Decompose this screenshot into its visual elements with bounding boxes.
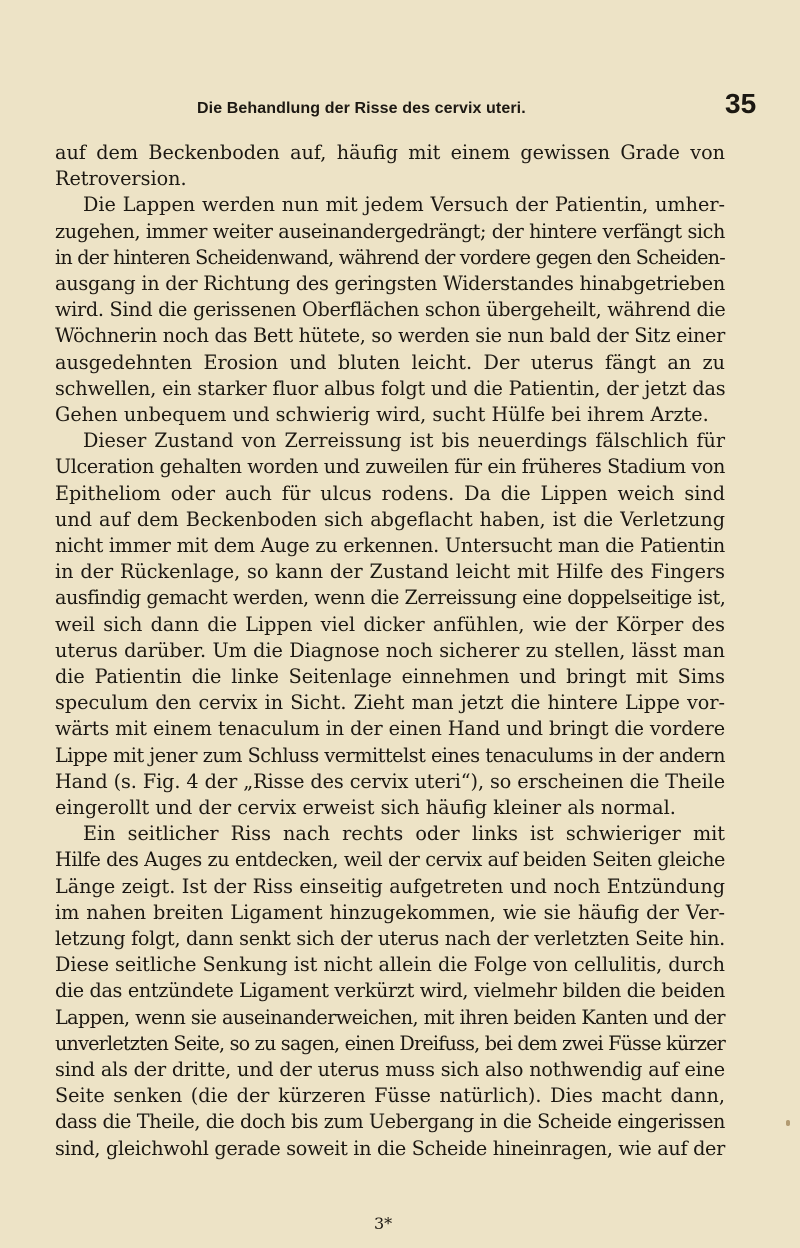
text-line: wird. Sind die gerissenen Oberflächen schon übergeheilt, während die — [55, 298, 726, 322]
text-line: zugehen, immer weiter auseinandergedrängt; der hintere verfängt sich — [55, 219, 725, 243]
text-line: dass die Theile, die doch bis zum Uebergang in die Scheide eingerissen — [55, 1110, 725, 1134]
text-line: uterus darüber. Um die Diagnose noch sicherer zu stellen, lässt man — [55, 638, 725, 662]
running-title: Die Behandlung der Risse des cervix uteri. — [197, 100, 526, 117]
paper-stain — [786, 1120, 790, 1126]
text-line: Ulceration gehalten worden und zuweilen für ein früheres Stadium von — [55, 455, 726, 479]
text-line: Retroversion. — [55, 167, 187, 191]
text-line: Wöchnerin noch das Bett hütete, so werden sie nun bald der Sitz einer — [55, 324, 725, 348]
running-head — [0, 88, 800, 128]
text-line: sind, gleichwohl gerade soweit in die Scheide hineinragen, wie auf der — [55, 1136, 725, 1160]
text-line: Diese seitliche Senkung ist nicht allein die Folge von cellulitis, durch — [55, 953, 725, 977]
text-line: im nahen breiten Ligament hinzugekommen, wie sie häufig der Ver- — [55, 900, 725, 924]
text-line: letzung folgt, dann senkt sich der uterus nach der verletzten Seite hin. — [55, 927, 725, 950]
text-line: Hilfe des Auges zu entdecken, weil der cervix auf beiden Seiten gleiche — [55, 848, 725, 872]
text-line: auf dem Beckenboden auf, häufig mit einem gewissen Grade von — [55, 141, 725, 164]
text-line: Seite senken (die der kürzeren Füsse natürlich). Dies macht dann, — [55, 1084, 725, 1108]
text-line: sind als der dritte, und der uterus muss sich also nothwendig auf eine — [55, 1058, 725, 1081]
text-line: Hand (s. Fig. 4 der „Risse des cervix uteri“), so erscheinen die Theile — [55, 769, 725, 793]
text-line: weil sich dann die Lippen viel dicker anfühlen, wie der Körper des — [55, 612, 725, 636]
page-number: 35 — [725, 88, 757, 119]
text-line: Epitheliom oder auch für ulcus rodens. Da die Lippen weich sind — [55, 481, 725, 505]
text-line: eingerollt und der cervix erweist sich häufig kleiner als normal. — [55, 796, 676, 819]
text-line: ausfindig gemacht werden, wenn die Zerreissung eine doppelseitige ist, — [55, 586, 726, 610]
text-line: Dieser Zustand von Zerreissung ist bis neuerdings fälschlich für — [83, 429, 725, 453]
text-line: schwellen, ein starker fluor albus folgt und die Patientin, der jetzt das — [55, 376, 726, 400]
text-line: Lappen, wenn sie auseinanderweichen, mit ihren beiden Kanten und der — [55, 1005, 725, 1029]
text-line: ausgang in der Richtung des geringsten Widerstandes hinabgetrieben — [55, 272, 725, 295]
text-line: die Patientin die linke Seitenlage einnehmen und bringt mit Sims — [55, 665, 725, 688]
text-line: unverletzten Seite, so zu sagen, einen Dreifuss, bei dem zwei Füsse kürzer — [55, 1031, 725, 1055]
text-line: Ein seitlicher Riss nach rechts oder links ist schwieriger mit — [83, 822, 725, 846]
text-line: in der Rückenlage, so kann der Zustand leicht mit Hilfe des Fingers — [55, 560, 725, 584]
text-line: Länge zeigt. Ist der Riss einseitig aufgetreten und noch Entzündung — [55, 874, 725, 898]
text-line: wärts mit einem tenaculum in der einen Hand und bringt die vordere — [55, 717, 725, 741]
text-line: ausgedehnten Erosion und bluten leicht. Der uterus fängt an zu — [55, 350, 725, 374]
text-line: Gehen unbequem und schwierig wird, sucht Hülfe bei ihrem Arzte. — [55, 403, 709, 426]
printer-signature: 3* — [374, 1214, 393, 1233]
text-line: Lippe mit jener zum Schluss vermittelst eines tenaculums in der andern — [55, 743, 725, 767]
text-line: in der hinteren Scheidenwand, während der vordere gegen den Scheiden- — [55, 245, 725, 269]
text-line: die das entzündete Ligament verkürzt wird, vielmehr bilden die beiden — [55, 979, 725, 1003]
text-line: Die Lappen werden nun mit jedem Versuch der Patientin, umher- — [83, 193, 725, 217]
text-line: und auf dem Beckenboden sich abgeflacht haben, ist die Verletzung — [55, 507, 725, 531]
text-line: nicht immer mit dem Auge zu erkennen. Untersucht man die Patientin — [55, 534, 725, 557]
text-line: speculum den cervix in Sicht. Zieht man jetzt die hintere Lippe vor- — [55, 691, 725, 715]
